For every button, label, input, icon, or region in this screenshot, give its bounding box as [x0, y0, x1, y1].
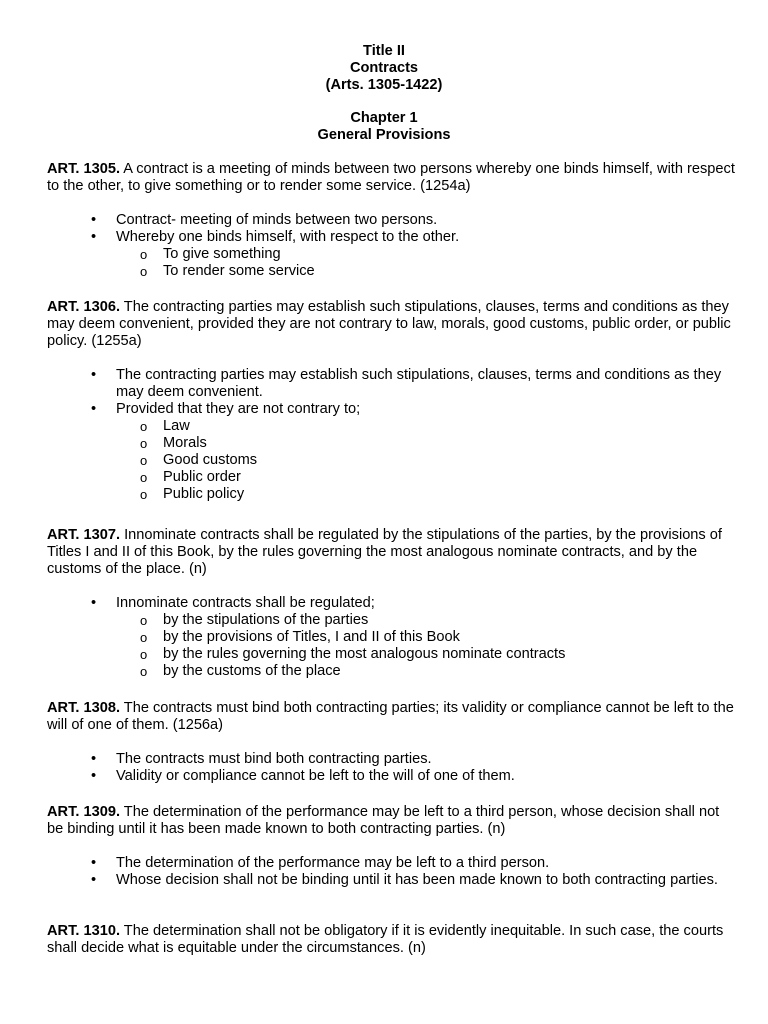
bullet-item: • Validity or compliance cannot be left to the will of one of them.: [91, 768, 515, 784]
bullet-item: • Whose decision shall not be binding until it has been made known to both contracting parties.: [91, 872, 718, 888]
article-paragraph: [47, 700, 737, 734]
article-text: The determination shall not be obligatory if it is evidently inequitable. In such case, the courts shall decide what is equitable under the circumstances. (n): [47, 923, 724, 956]
sub-item: o To render some service: [140, 263, 315, 279]
bullet-list: [47, 595, 737, 680]
article-1305: [47, 161, 737, 280]
sub-item: o by the customs of the place: [140, 663, 341, 679]
article-label: ART. 1308.: [47, 700, 121, 716]
article-paragraph: [47, 527, 737, 578]
chapter-number: Chapter 1: [350, 110, 418, 126]
article-text: The contracting parties may establish such stipulations, clauses, terms and conditions as they may deem convenient, provided they are not contrary to law, morals, good customs, public order, or public policy. (1255a): [47, 299, 731, 349]
sub-item: o Law: [140, 418, 190, 434]
bullet-item: • Innominate contracts shall be regulated; o by the stipulations of the parties o by the provisions of Titles, I and II of this Book o by the rules governing the most analogous nominate contracts o by the customs of the place: [47, 595, 737, 680]
article-text: Innominate contracts shall be regulated by the stipulations of the parties, by the provisions of Titles I and II of this Book, by the rules governing the most analogous nominate contracts, and by the customs of the place. (n): [47, 527, 722, 577]
article-paragraph: [47, 804, 737, 838]
article-label: ART. 1305.: [47, 161, 121, 177]
bullet-item: • The determination of the performance may be left to a third person.: [91, 855, 550, 871]
sub-item: o Public policy: [140, 486, 245, 502]
article-label: ART. 1309.: [47, 804, 121, 820]
subtitle: Contracts: [349, 60, 419, 76]
article-1306: [47, 299, 737, 503]
sub-item: o Public order: [140, 469, 241, 485]
article-text: The contracts must bind both contracting parties; its validity or compliance cannot be left to the will of one of them. (1256a): [47, 700, 734, 733]
sub-item: o Morals: [140, 435, 207, 451]
bullet-item: • The contracting parties may establish such stipulations, clauses, terms and conditions as they may deem convenient.: [91, 367, 722, 400]
article-label: ART. 1306.: [47, 299, 121, 315]
bullet-list: [47, 751, 737, 785]
sub-item: o Good customs: [140, 452, 258, 468]
bullet-list: [47, 855, 737, 889]
chapter-block: [0, 110, 768, 144]
bullet-item: • The contracts must bind both contracting parties.: [91, 751, 432, 767]
title-block: [0, 43, 768, 94]
article-1310: [47, 923, 737, 957]
sub-item: o by the rules governing the most analogous nominate contracts: [140, 646, 566, 662]
article-paragraph: [47, 299, 737, 350]
bullet-item: • Provided that they are not contrary to; o Law o Morals o Good customs o Public order o Public policy: [47, 401, 737, 503]
bullet-list: [47, 367, 737, 503]
sub-list: [47, 418, 737, 503]
title: Title II: [363, 43, 405, 59]
article-text: A contract is a meeting of minds between two persons whereby one binds himself, with respect to the other, to give something or to render some service. (1254a): [47, 161, 735, 194]
chapter-title: General Provisions: [317, 127, 451, 143]
sub-list: [47, 612, 737, 680]
bullet-item: • Whereby one binds himself, with respect to the other. o To give something o To render some service: [47, 229, 737, 280]
sub-item: o To give something: [140, 246, 281, 262]
bullet-list: [47, 212, 737, 280]
article-1308: [47, 700, 737, 785]
article-1309: [47, 804, 737, 889]
bullet-item: • Contract- meeting of minds between two persons.: [91, 212, 438, 228]
sub-list: [47, 246, 737, 280]
article-paragraph: [47, 923, 737, 957]
article-paragraph: [47, 161, 737, 195]
article-range: (Arts. 1305-1422): [325, 77, 443, 93]
article-text: The determination of the performance may be left to a third person, whose decision shall not be binding until it has been made known to both contracting parties. (n): [47, 804, 720, 837]
sub-item: o by the stipulations of the parties: [140, 612, 369, 628]
article-label: ART. 1310.: [47, 923, 121, 939]
article-1307: [47, 527, 737, 680]
sub-item: o by the provisions of Titles, I and II of this Book: [140, 629, 460, 645]
article-label: ART. 1307.: [47, 527, 121, 543]
